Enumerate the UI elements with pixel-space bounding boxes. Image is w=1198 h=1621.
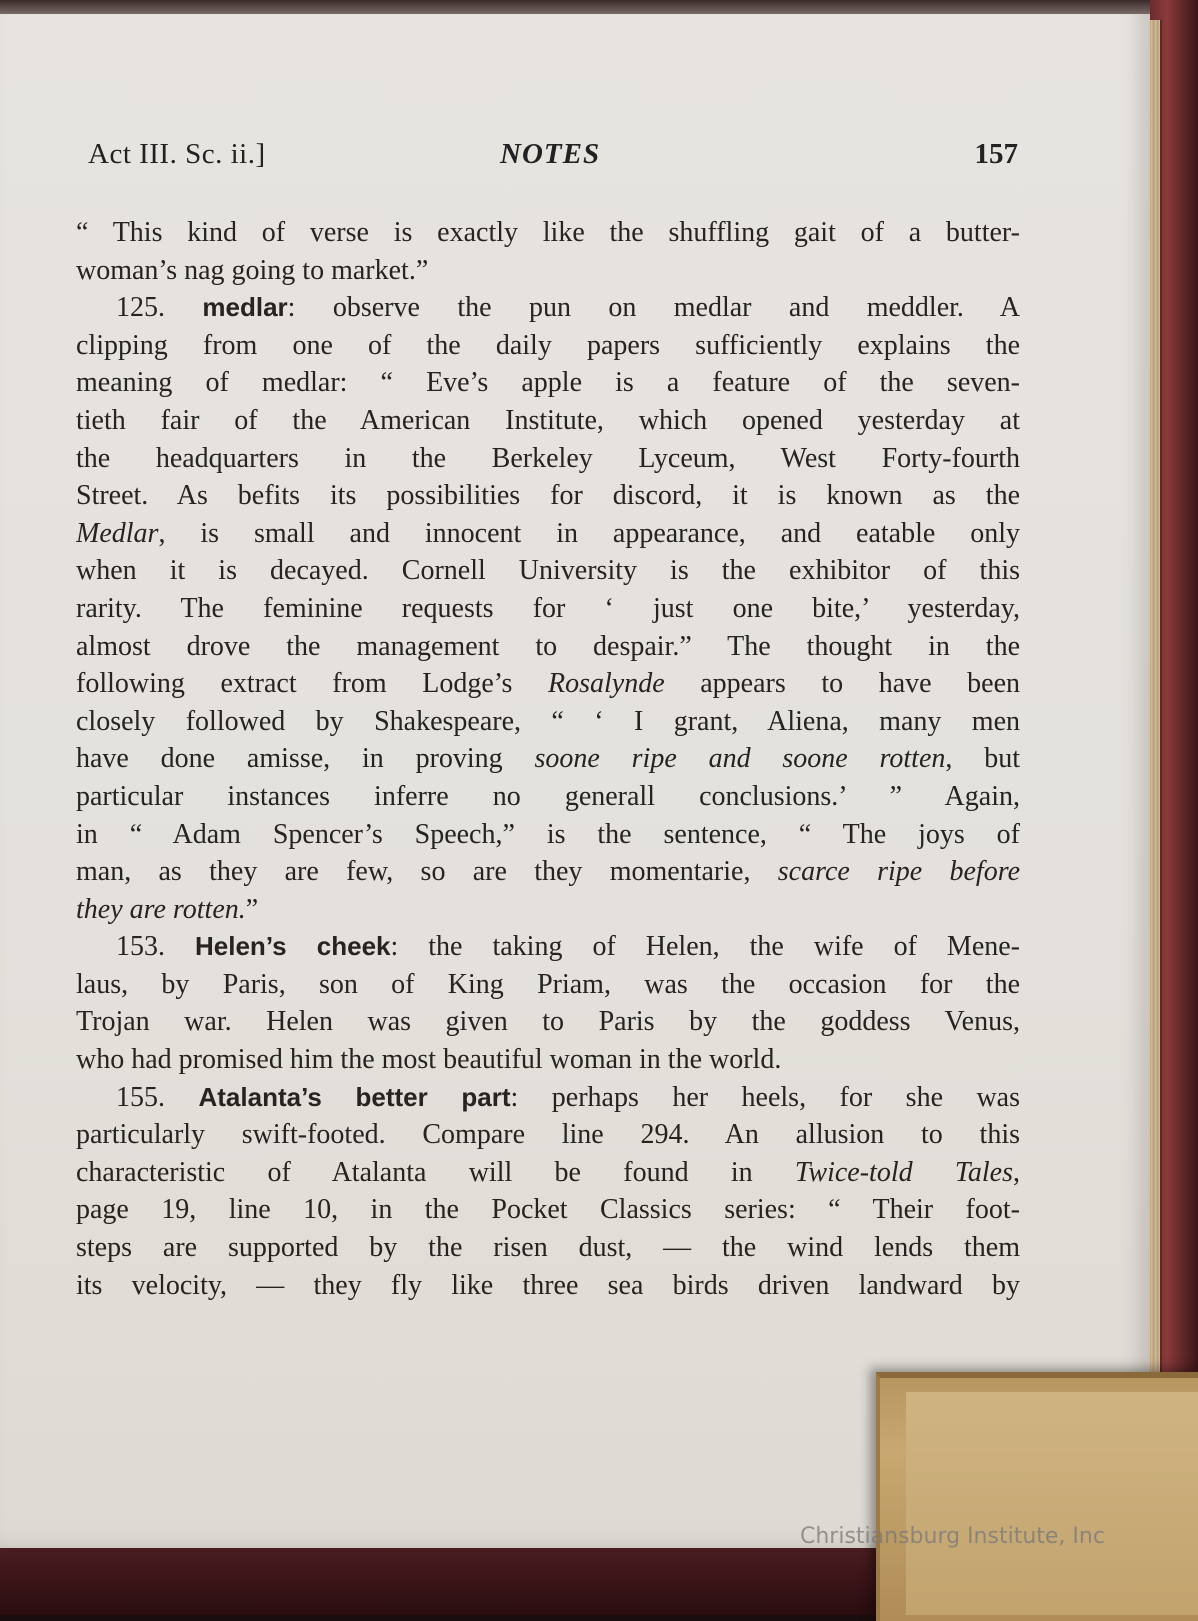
header-title: NOTES	[500, 138, 601, 170]
text-line: its velocity, — they fly like three sea birds driven landward by	[76, 1269, 1020, 1301]
text-segment: ”	[245, 893, 259, 925]
text-line	[76, 665, 1020, 703]
italic-text: Rosalynde	[548, 668, 665, 700]
note-text: : the taking of Helen, the wife of Mene-	[390, 931, 1020, 963]
text-segment: man, as they are few, so are they momentarie,	[76, 856, 778, 888]
text-line: almost drove the management to despair.” The thought in the	[76, 630, 1020, 662]
text-line: closely followed by Shakespeare, “ ‘ I grant, Aliena, many men	[76, 705, 1020, 737]
note-number: 153.	[116, 931, 165, 963]
watermark: Christiansburg Institute, Inc	[800, 1524, 1105, 1549]
text-line: particularly swift-footed. Compare line 294. An allusion to this	[76, 1119, 1020, 1151]
note-125	[76, 289, 1020, 327]
text-line: page 19, line 10, in the Pocket Classics series: “ Their foot-	[76, 1194, 1020, 1226]
text-line	[76, 740, 1020, 778]
text-segment: following extract from Lodge’s	[76, 668, 549, 700]
text-line: steps are supported by the risen dust, — the wind lends them	[76, 1232, 1020, 1264]
note-term: medlar	[202, 292, 288, 323]
note-term: Helen’s cheek	[195, 931, 391, 962]
text-line	[76, 891, 1020, 929]
italic-text: they are rotten.	[76, 893, 246, 925]
italic-text: Twice-told Tales	[794, 1156, 1013, 1188]
text-line: clipping from one of the daily papers sufficiently explains the	[76, 329, 1020, 361]
text-line: the headquarters in the Berkeley Lyceum, West Forty-fourth	[76, 442, 1020, 474]
note-term: Atalanta’s better part	[198, 1081, 511, 1112]
text-segment: , but	[945, 743, 1020, 775]
note-155	[76, 1079, 1020, 1117]
text-segment: have done amisse, in proving	[76, 743, 535, 775]
inserted-card-face	[906, 1392, 1198, 1615]
note-number: 155.	[116, 1081, 165, 1113]
note-text: : observe the pun on medlar and meddler. A	[287, 292, 1020, 324]
text-line: laus, by Paris, son of King Priam, was the occasion for the	[76, 968, 1020, 1000]
text-line: rarity. The feminine requests for ‘ just one bite,’ yesterday,	[76, 592, 1020, 624]
italic-text: scarce ripe before	[777, 856, 1020, 888]
running-header	[88, 138, 1018, 178]
page-text	[76, 214, 1020, 1304]
page-number: 157	[974, 138, 1018, 170]
text-segment: appears to have been	[664, 668, 1020, 700]
text-line: Trojan war. Helen was given to Paris by the goddess Venus,	[76, 1006, 1020, 1038]
text-line	[76, 515, 1020, 553]
header-act-scene: Act III. Sc. ii.]	[88, 138, 266, 170]
text-line: in “ Adam Spencer’s Speech,” is the sentence, “ The joys of	[76, 818, 1020, 850]
text-line: “ This kind of verse is exactly like the shuffling gait of a butter-	[76, 217, 1020, 248]
text-line: meaning of medlar: “ Eve’s apple is a feature of the seven-	[76, 367, 1020, 399]
text-line: Street. As befits its possibilities for discord, it is known as the	[76, 480, 1020, 512]
text-line	[76, 853, 1020, 891]
text-line: when it is decayed. Cornell University is the exhibitor of this	[76, 555, 1020, 587]
text-segment: , is small and innocent in appearance, and eatable only	[158, 517, 1020, 549]
italic-text: soone ripe and soone rotten	[534, 743, 946, 775]
note-number: 125.	[116, 292, 165, 324]
text-line: particular instances inferre no generall conclusions.’ ” Again,	[76, 780, 1020, 812]
page-top-edge	[0, 0, 1150, 14]
text-line: who had promised him the most beautiful woman in the world.	[76, 1044, 782, 1076]
text-line	[76, 1154, 1020, 1192]
text-line: woman’s nag going to market.”	[76, 254, 429, 286]
note-153	[76, 928, 1020, 966]
text-segment: characteristic of Atalanta will be found in	[76, 1156, 795, 1188]
note-text: : perhaps her heels, for she was	[510, 1081, 1020, 1113]
text-segment: ,	[1013, 1156, 1020, 1188]
italic-text: Medlar	[76, 517, 159, 549]
text-line: tieth fair of the American Institute, which opened yesterday at	[76, 404, 1020, 436]
page-bottom-edge	[0, 1548, 900, 1615]
